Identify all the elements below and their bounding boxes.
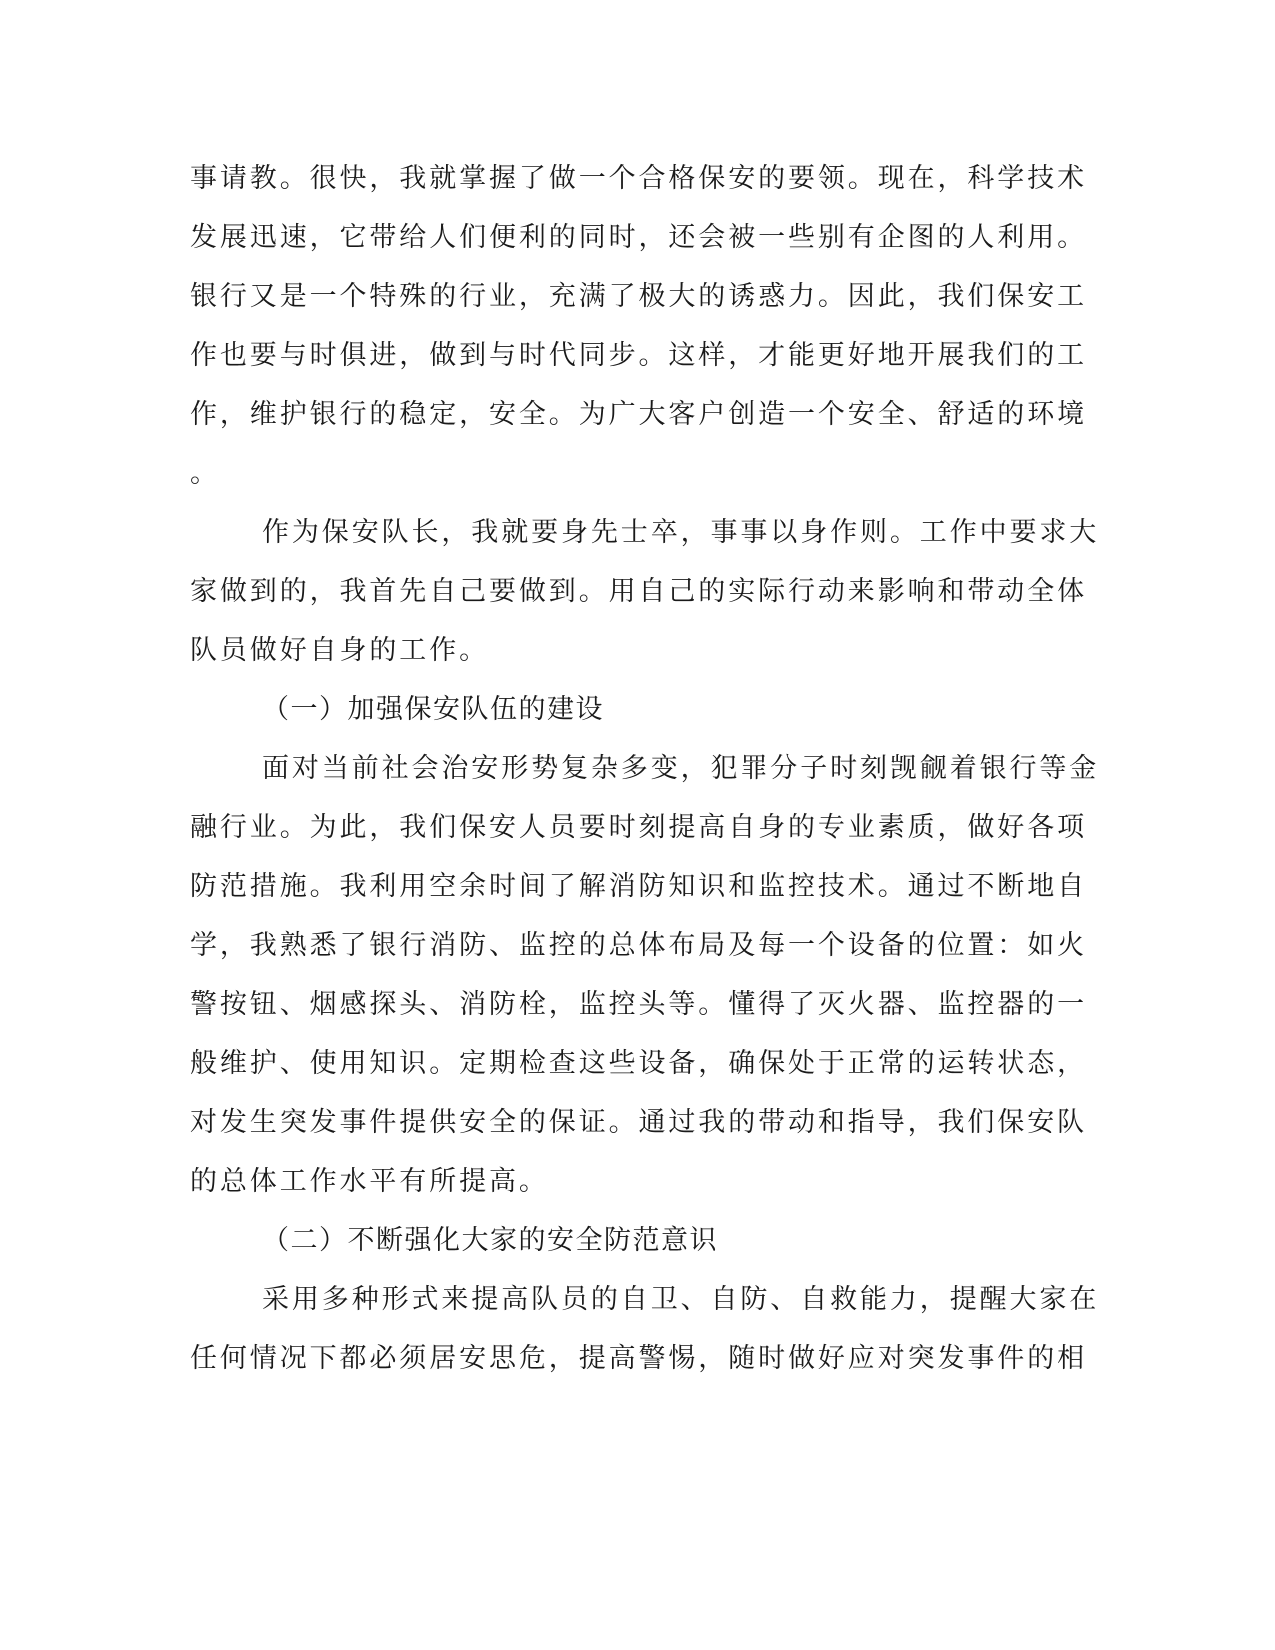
paragraph-line: 学，我熟悉了银行消防、监控的总体布局及每一个设备的位置：如火 bbox=[190, 930, 1087, 961]
paragraph-line: 发展迅速，它带给人们便利的同时，还会被一些别有企图的人利用。 bbox=[190, 222, 1087, 253]
paragraph-line: 警按钮、烟感探头、消防栓，监控头等。懂得了灭火器、监控器的一 bbox=[190, 989, 1087, 1020]
paragraph-line: 银行又是一个特殊的行业，充满了极大的诱惑力。因此，我们保安工 bbox=[190, 281, 1087, 312]
paragraph-line: 面对当前社会治安形势复杂多变，犯罪分子时刻觊觎着银行等金 bbox=[262, 753, 1100, 784]
paragraph-line: 作，维护银行的稳定，安全。为广大客户创造一个安全、舒适的环境 bbox=[190, 399, 1087, 430]
paragraph-line: 队员做好自身的工作。 bbox=[190, 635, 489, 666]
paragraph-line: 采用多种形式来提高队员的自卫、自防、自救能力，提醒大家在 bbox=[262, 1284, 1100, 1315]
paragraph-line: 家做到的，我首先自己要做到。用自己的实际行动来影响和带动全体 bbox=[190, 576, 1087, 607]
paragraph-line: 作为保安队长，我就要身先士卒，事事以身作则。工作中要求大 bbox=[262, 517, 1100, 548]
section-heading: （二）不断强化大家的安全防范意识 bbox=[262, 1225, 718, 1256]
paragraph-line: 对发生突发事件提供安全的保证。通过我的带动和指导，我们保安队 bbox=[190, 1107, 1087, 1138]
paragraph-line: 事请教。很快，我就掌握了做一个合格保安的要领。现在，科学技术 bbox=[190, 163, 1087, 194]
paragraph-line: 。 bbox=[190, 458, 220, 489]
paragraph-line: 融行业。为此，我们保安人员要时刻提高自身的专业素质，做好各项 bbox=[190, 812, 1087, 843]
section-heading: （一）加强保安队伍的建设 bbox=[262, 694, 604, 725]
paragraph-line: 防范措施。我利用空余时间了解消防知识和监控技术。通过不断地自 bbox=[190, 871, 1087, 902]
paragraph-line: 任何情况下都必须居安思危，提高警惕，随时做好应对突发事件的相 bbox=[190, 1343, 1087, 1374]
paragraph-line: 的总体工作水平有所提高。 bbox=[190, 1166, 549, 1197]
paragraph-line: 般维护、使用知识。定期检查这些设备，确保处于正常的运转状态， bbox=[190, 1048, 1087, 1079]
paragraph-line: 作也要与时俱进，做到与时代同步。这样，才能更好地开展我们的工 bbox=[190, 340, 1087, 371]
